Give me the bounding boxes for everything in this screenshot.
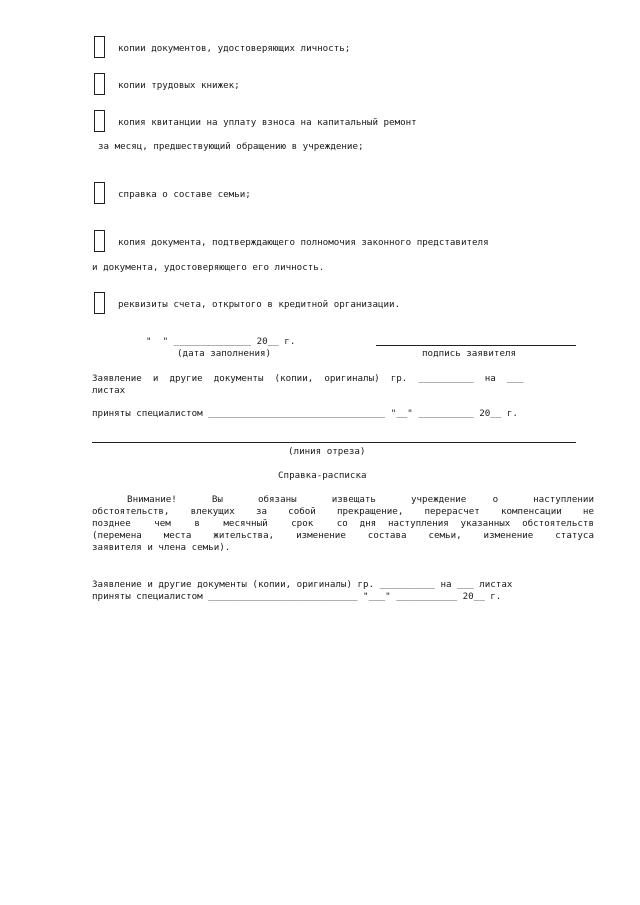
checkbox-bank-account[interactable] [94, 292, 105, 314]
date-line: " " ______________ 20__ г. [146, 336, 296, 347]
checkbox-repair-receipt[interactable] [94, 110, 105, 132]
checklist-item-representative-docs: копия документа, подтверждающего полномочия законного представителя [118, 237, 489, 248]
cut-line [92, 442, 576, 443]
receipt-title: Справка-расписка [278, 470, 367, 481]
date-caption: (дата заполнения) [177, 348, 272, 359]
checkbox-representative-docs[interactable] [94, 230, 105, 252]
acceptance-line-1: Заявление и другие документы (копии, оригиналы) гр. __________ на ___ [92, 373, 524, 384]
attention-line-3: позднее чем в месячный срок со дня наступления указанных обстоятельств [92, 518, 594, 529]
cut-line-caption: (линия отреза) [288, 446, 366, 457]
attention-line-4: (перемена места жительства, изменение состава семьи, изменение статуса [92, 530, 594, 541]
acceptance-line-3: приняты специалистом ________________________________ "__" __________ 20__ г. [92, 408, 518, 419]
acceptance-line-2: листах [92, 385, 126, 396]
checklist-item-work-books: копии трудовых книжек; [118, 80, 240, 91]
checklist-item-identity-docs: копии документов, удостоверяющих личность; [118, 43, 351, 54]
attention-line-1: Внимание! Вы обязаны извещать учреждение о наступлении [92, 494, 594, 505]
checkbox-work-books[interactable] [94, 73, 105, 95]
checklist-item-repair-receipt-cont: за месяц, предшествующий обращению в учреждение; [98, 141, 364, 152]
attention-line-5: заявителя и члена семьи). [92, 542, 231, 553]
checklist-item-family-certificate: справка о составе семьи; [118, 189, 251, 200]
signature-line [376, 345, 576, 346]
receipt-footer-line-1: Заявление и другие документы (копии, оригиналы) гр. __________ на ___ листах [92, 579, 513, 590]
checkbox-family-certificate[interactable] [94, 182, 105, 204]
checkbox-identity-docs[interactable] [94, 36, 105, 58]
checklist-item-representative-docs-cont: и документа, удостоверяющего его личность. [92, 262, 325, 273]
signature-caption: подпись заявителя [422, 348, 517, 359]
attention-line-2: обстоятельств, влекущих за собой прекращение, перерасчет компенсации не [92, 506, 594, 517]
checklist-item-repair-receipt: копия квитанции на уплату взноса на капитальный ремонт [118, 117, 417, 128]
checklist-item-bank-account: реквизиты счета, открытого в кредитной организации. [118, 299, 401, 310]
receipt-footer-line-2: приняты специалистом ___________________________ "___" ___________ 20__ г. [92, 591, 502, 602]
